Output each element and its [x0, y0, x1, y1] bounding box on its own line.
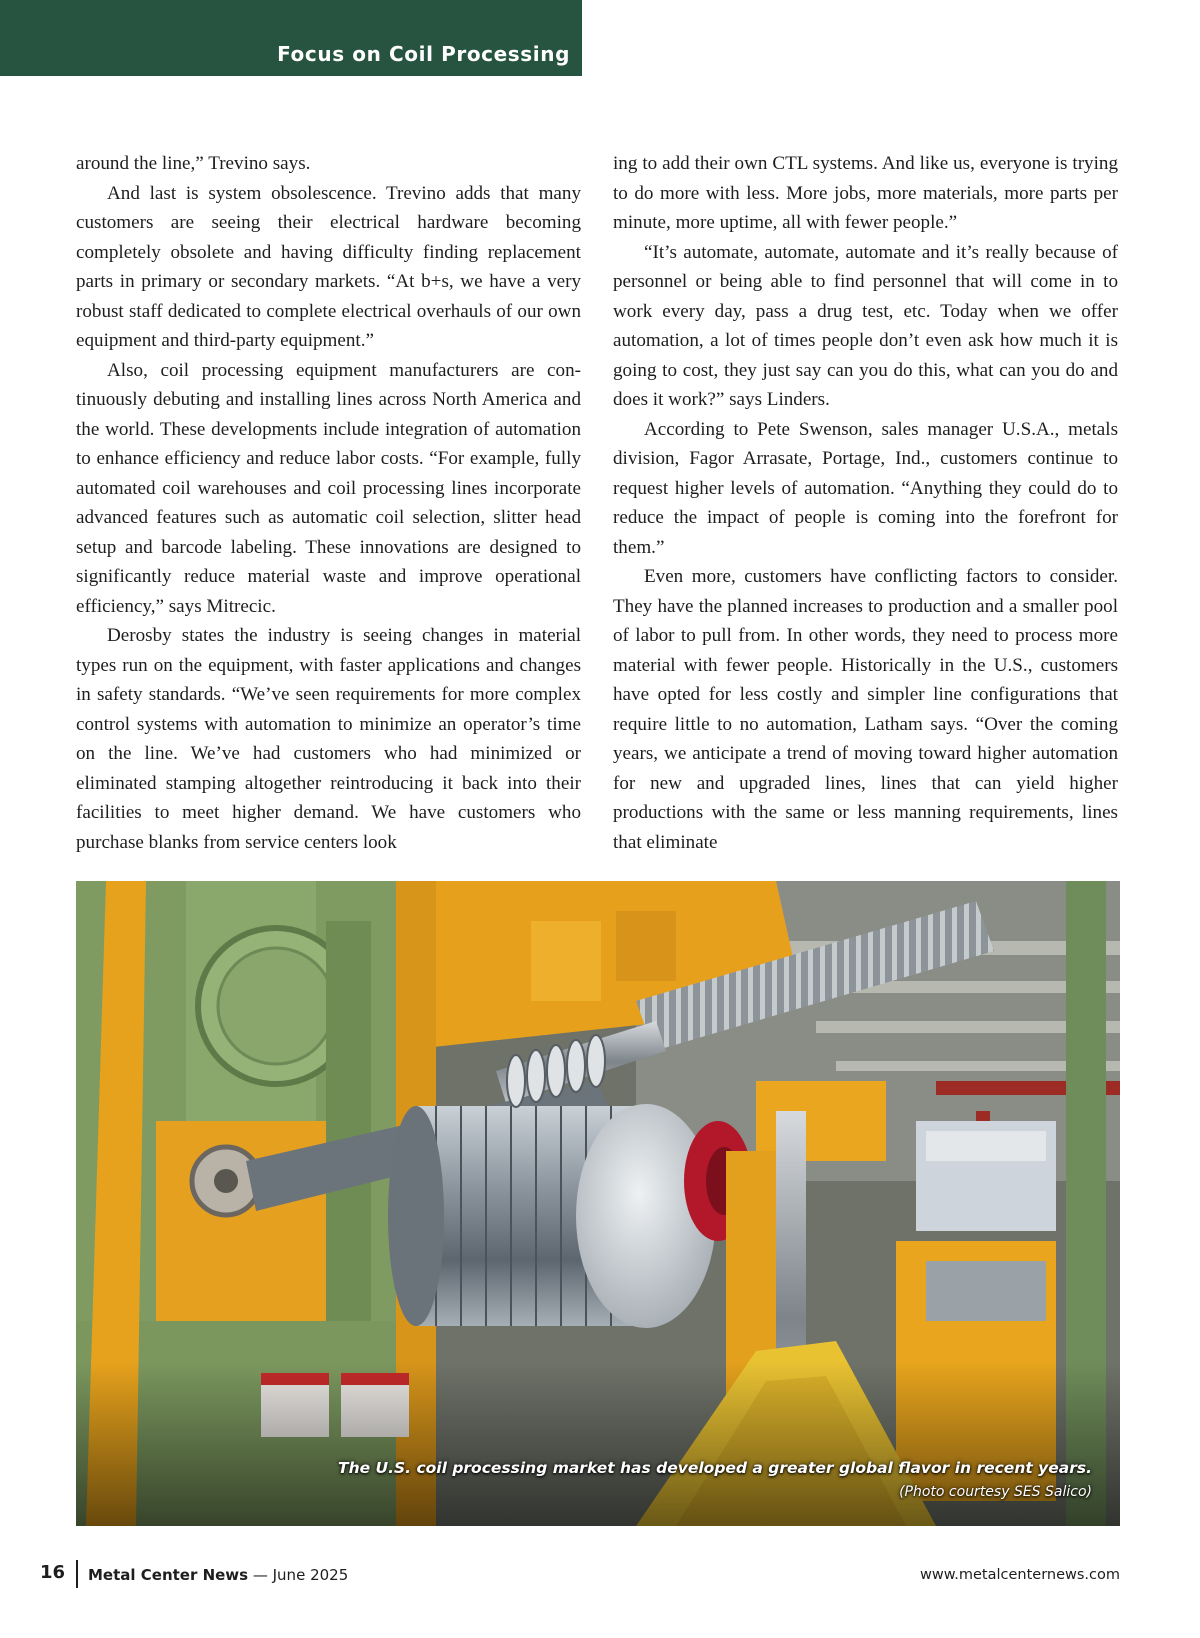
paragraph: ing to add their own CTL systems. And like us, everyone is trying to do more with less. More jobs, more materials, more parts per minute, more uptime, all with fewer people.” — [613, 153, 1118, 233]
page-footer — [40, 1560, 1120, 1590]
page-number: 16 — [40, 1562, 66, 1583]
paragraph: Even more, customers have conflicting factors to consider. They have the planned increases to production and a smaller pool of labor to pull from. In other words, they need to process more material with fewer people. Historically in the U.S., customers have opted for less costly and simpler line configurations that require little to no automation, Latham says. “Over the coming years, we anticipate a trend of moving toward higher automation for new and upgraded lines, lines that can yield higher productions with the same or less manning requirements, lines that eliminate — [613, 566, 1118, 853]
publication-name: Metal Center News — [88, 1566, 249, 1584]
photo-caption — [338, 1456, 1092, 1504]
article-column-right — [613, 149, 1118, 857]
article-column-left — [76, 149, 581, 857]
photo-credit: (Photo courtesy SES Salico) — [899, 1484, 1092, 1500]
issue-date: — June 2025 — [248, 1566, 349, 1584]
paragraph: around the line,” Trevino says. — [76, 153, 311, 174]
section-banner — [0, 0, 582, 76]
paragraph: According to Pete Swenson, sales manager U.S.A., metals division, Fagor Arrasate, Portage, Ind., customers continue to request higher levels of automation. “Anything they could do to reduce the impact of people is coming into the forefront for them.” — [613, 418, 1118, 558]
paragraph: Derosby states the industry is seeing changes in material types run on the equipment, with faster applications and changes in safety standards. “We’ve seen requirements for more complex control systems with automation to minimize an operator’s time on the line. We’ve had customers who had minimized or eliminated stamping altogether reintroducing it back into their facilities to meet higher demand. We have customers who purchase blanks from service centers look — [76, 625, 581, 853]
article-photo — [76, 881, 1120, 1526]
paragraph: And last is system obsolescence. Trevino adds that many customers are seeing their electrical hardware becoming completely obsolete and having difficulty finding replacement parts in primary or secondary markets. “At b+s, we have a very robust staff dedicated to complete electrical overhauls of our own equipment and third-party equipment.” — [76, 182, 581, 351]
coil-slitting-line-illustration — [76, 881, 1120, 1526]
section-title: Focus on Coil Processing — [277, 42, 570, 66]
publication-info — [88, 1566, 348, 1584]
paragraph: “It’s automate, automate, automate and it’s really because of personnel or being able to find personnel that will come in to work every day, pass a drug test, etc. Today when we offer automation, a lot of times people don’t even ask how much it is going to cost, they just say can you do this, what can you do and does it work?” says Linders. — [613, 241, 1118, 410]
footer-divider — [76, 1560, 78, 1588]
paragraph: Also, coil processing equipment manufacturers are continuously debuting and installing lines across North America and the world. These developments include integration of automation to enhance efficiency and reduce labor costs. “For example, fully automated coil warehouses and coil processing lines incorporate advanced features such as automatic coil selection, slitter head setup and barcode labeling. These innovations are designed to significantly reduce material waste and improve operational efficiency,” says Mitrecic. — [76, 359, 581, 617]
caption-text: The U.S. coil processing market has developed a greater global flavor in recent years. — [338, 1459, 1092, 1477]
website-url: www.metalcenternews.com — [920, 1567, 1120, 1583]
